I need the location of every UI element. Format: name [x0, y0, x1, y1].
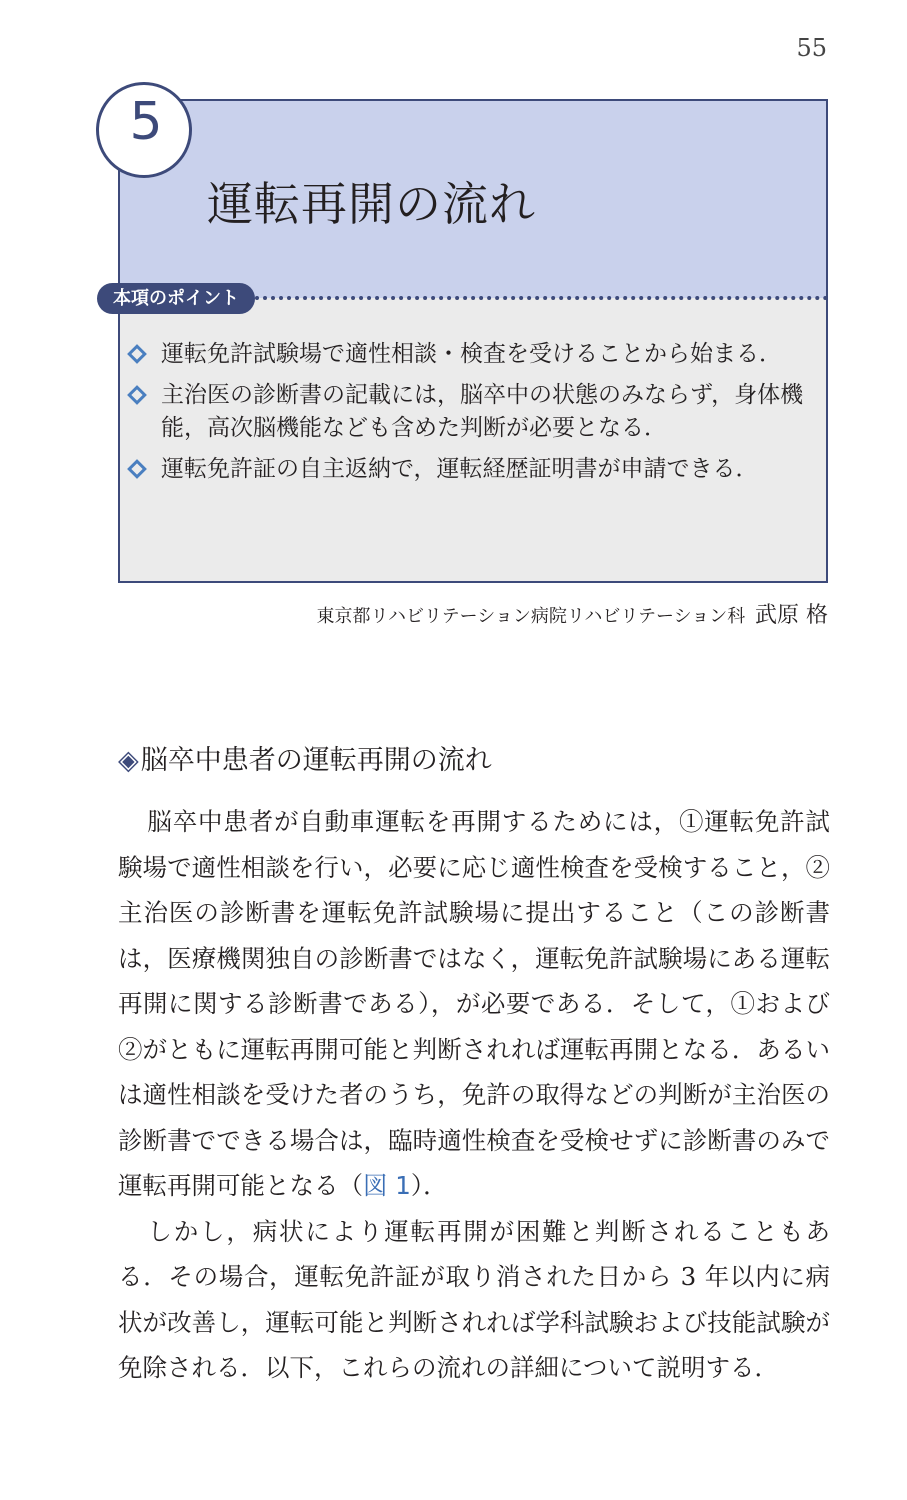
point-item: [128, 453, 818, 486]
diamond-bullet-icon: [127, 385, 147, 405]
body-text: [118, 799, 830, 1391]
points-label: 本項のポイント: [97, 283, 255, 314]
dotted-divider: [255, 296, 828, 300]
point-item: [128, 338, 818, 371]
point-text: 運転免許証の自主返納で，運転経歴証明書が申請できる．: [161, 456, 759, 482]
point-text: 主治医の診断書の記載には，脳卒中の状態のみならず，身体機能，高次脳機能なども含めた判断が必要となる．: [161, 382, 804, 441]
author-line: [317, 598, 829, 629]
author-name: 武原 格: [755, 603, 828, 628]
paragraph-text: ）．: [410, 1171, 448, 1200]
chapter-number: 5: [129, 92, 163, 152]
diamond-bullet-icon: [127, 459, 147, 479]
section-heading: [118, 738, 492, 777]
paragraph-text: 脳卒中患者が自動車運転を再開するためには，①運転免許試験場で適性相談を行い，必要に応じ適性検査を受検すること，②主治医の診断書を運転免許試験場に提出すること（この診断書は，医療機関独自の診断書ではなく，運転免許試験場にある運転再開に関する診断書である），が必要である．そして，①および②がともに運転再開可能と判断されれば運転再開となる．あるいは適性相談を受けた者のうち，免許の取得などの判断が主治医の診断書でできる場合は，臨時適性検査を受検せずに診断書のみで運転再開可能となる（: [118, 807, 830, 1200]
section-heading-text: 脳卒中患者の運転再開の流れ: [140, 745, 492, 776]
points-list: [128, 338, 818, 494]
diamond-bullet-icon: [127, 344, 147, 364]
point-item: [128, 379, 818, 445]
point-text: 運転免許試験場で適性相談・検査を受けることから始まる．: [161, 341, 782, 367]
chapter-title: 運転再開の流れ: [207, 177, 536, 231]
double-diamond-icon: ◈: [118, 745, 139, 776]
paragraph: しかし，病状により運転再開が困難と判断されることもある．その場合，運転免許証が取り消された日から 3 年以内に病状が改善し，運転可能と判断されれば学科試験および技能試験が免除される．以下，これらの流れの詳細について説明する．: [118, 1216, 830, 1382]
author-affiliation: 東京都リハビリテーション病院リハビリテーション科: [316, 606, 746, 627]
figure-link[interactable]: 図 1: [363, 1171, 411, 1200]
page-number: 55: [796, 34, 827, 62]
paragraph: [118, 799, 830, 1209]
